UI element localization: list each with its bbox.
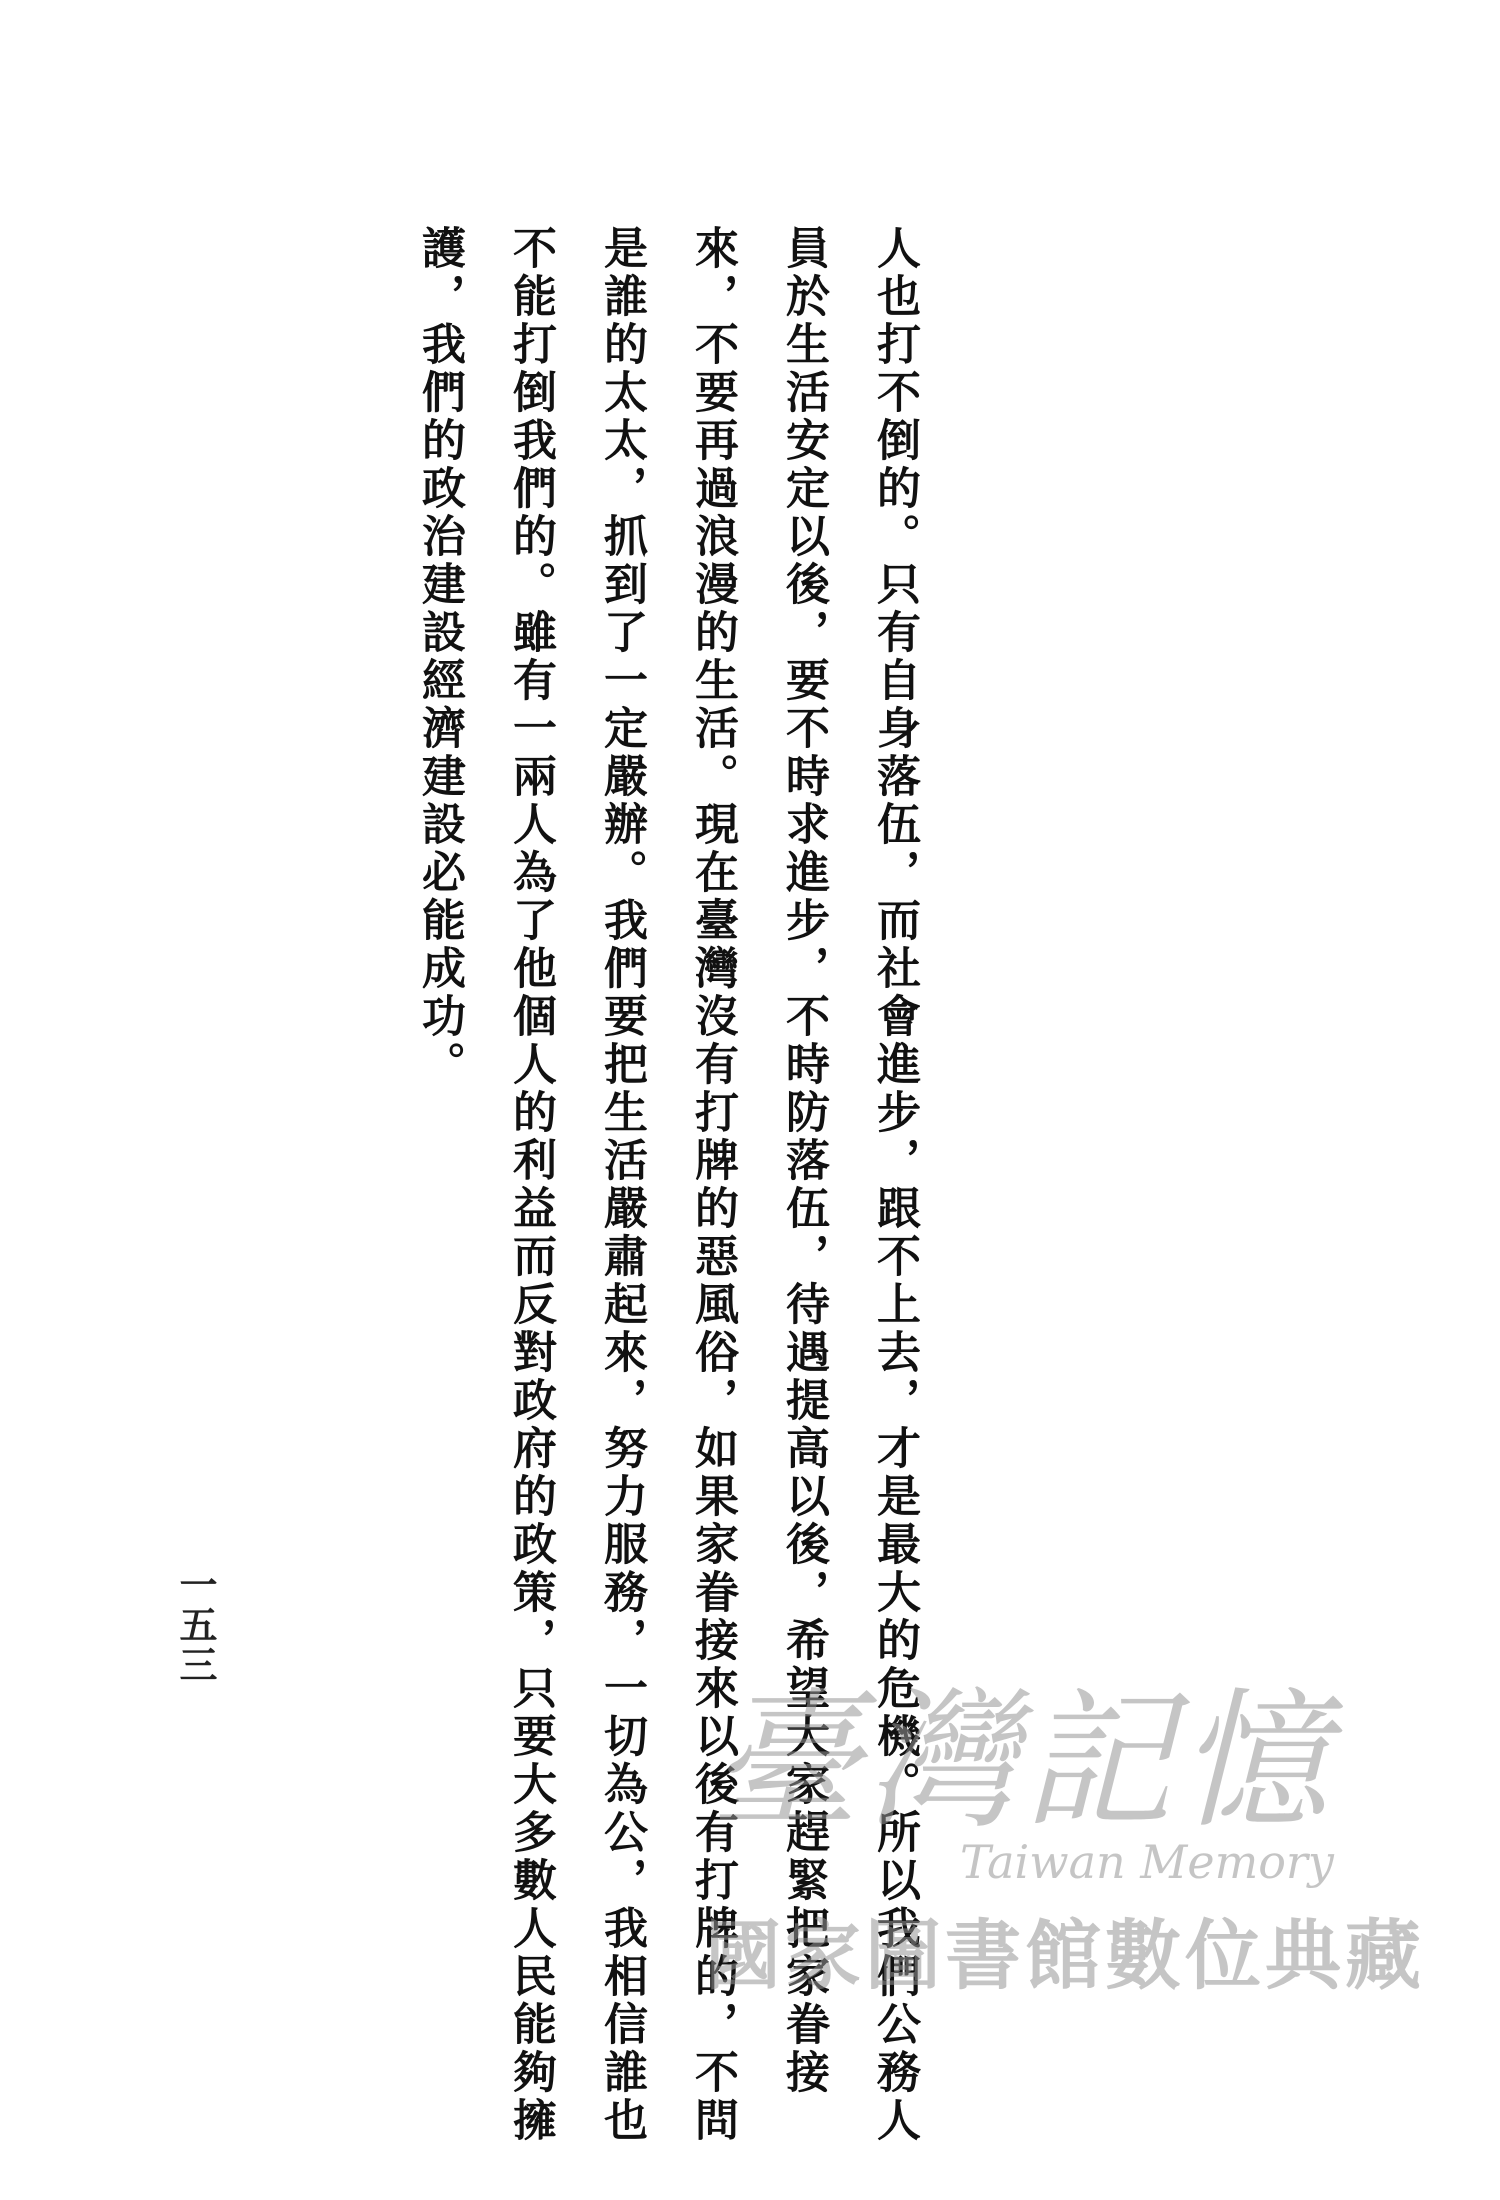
text-line: 不能打倒我們的。雖有一兩人為了他個人的利益而反對政府的政策，只要大多數人民能夠擁	[505, 225, 556, 2145]
page-number: 一五三	[173, 1565, 218, 1685]
watermark-english-title: Taiwan Memory	[960, 1835, 1334, 1889]
text-line: 是誰的太太，抓到了一定嚴辦。我們要把生活嚴肅起來，努力服務，一切為公，我相信誰也	[596, 225, 647, 2145]
text-line: 來，不要再過浪漫的生活。現在臺灣沒有打牌的惡風俗，如果家眷接來以後有打牌的，不問	[687, 225, 738, 2145]
watermark-script-title: 臺灣記憶	[710, 1675, 1335, 1849]
body-text	[394, 225, 940, 2145]
text-line: 人也打不倒的。只有自身落伍，而社會進步，跟不上去，才是最大的危機。所以我們公務人	[869, 225, 920, 2145]
text-line: 護，我們的政治建設經濟建設必能成功。	[414, 225, 465, 1089]
watermark-organization: 國家圖書館數位典藏	[705, 1911, 1425, 2000]
text-line: 員於生活安定以後，要不時求進步，不時防落伍，待遇提高以後，希望大家趕緊把家眷接	[778, 225, 829, 2097]
